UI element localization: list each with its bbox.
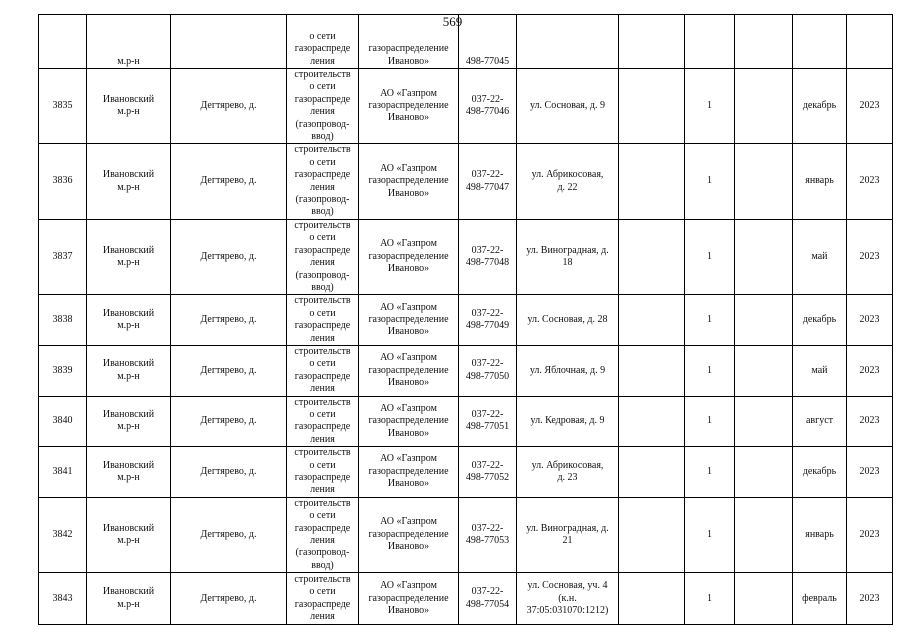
cell-purpose: строительств о сети газораспреде ления: [287, 345, 359, 396]
cell-qty: 1: [685, 219, 735, 294]
cell-locality: Дегтярево, д.: [171, 447, 287, 498]
cell-code: 498-77045: [459, 15, 517, 69]
cell-address: ул. Яблочная, д. 9: [517, 345, 619, 396]
cell-locality: Дегтярево, д.: [171, 573, 287, 625]
cell-year: 2023: [847, 144, 893, 219]
cell-month: январь: [793, 144, 847, 219]
cell-owner: АО «Газпром газораспределение Иваново»: [359, 497, 459, 572]
cell-empty-2: [735, 497, 793, 572]
cell-address: ул. Сосновая, д. 28: [517, 295, 619, 346]
cell-code: 037-22- 498-77051: [459, 396, 517, 447]
cell-purpose: строительств о сети газораспреде ления: [287, 295, 359, 346]
cell-empty-1: [619, 144, 685, 219]
cell-empty-2: [735, 144, 793, 219]
cell-owner: АО «Газпром газораспределение Иваново»: [359, 573, 459, 625]
cell-empty-1: [619, 295, 685, 346]
cell-qty: 1: [685, 396, 735, 447]
cell-purpose: строительств о сети газораспреде ления: [287, 573, 359, 625]
cell-purpose: строительств о сети газораспреде ления: [287, 447, 359, 498]
cell-locality: Дегтярево, д.: [171, 345, 287, 396]
cell-owner: АО «Газпром газораспределение Иваново»: [359, 396, 459, 447]
cell-id: 3835: [39, 69, 87, 144]
cell-year: 2023: [847, 219, 893, 294]
cell-empty-1: [619, 447, 685, 498]
cell-month: декабрь: [793, 69, 847, 144]
cell-code: 037-22- 498-77047: [459, 144, 517, 219]
table-row: [39, 497, 893, 572]
cell-purpose: строительств о сети газораспреде ления: [287, 396, 359, 447]
cell-owner: АО «Газпром газораспределение Иваново»: [359, 69, 459, 144]
table-row: [39, 396, 893, 447]
cell-purpose: строительств о сети газораспреде ления (газопровод- ввод): [287, 144, 359, 219]
cell-year: 2023: [847, 447, 893, 498]
cell-qty: 1: [685, 144, 735, 219]
cell-id: 3836: [39, 144, 87, 219]
cell-year: 2023: [847, 396, 893, 447]
cell-code: 037-22- 498-77050: [459, 345, 517, 396]
table-row: [39, 295, 893, 346]
cell-month: август: [793, 396, 847, 447]
cell-empty-2: [735, 447, 793, 498]
cell-year: 2023: [847, 69, 893, 144]
cell-address: ул. Виноградная, д. 18: [517, 219, 619, 294]
cell-id: 3841: [39, 447, 87, 498]
table-row: [39, 144, 893, 219]
cell-address: ул. Абрикосовая, д. 23: [517, 447, 619, 498]
cell-address: ул. Кедровая, д. 9: [517, 396, 619, 447]
cell-district: м.р-н: [87, 15, 171, 69]
cell-qty: 1: [685, 295, 735, 346]
cell-code: 037-22- 498-77053: [459, 497, 517, 572]
cell-month: декабрь: [793, 295, 847, 346]
cell-id: 3838: [39, 295, 87, 346]
cell-id: 3839: [39, 345, 87, 396]
cell-empty-1: [619, 573, 685, 625]
cell-empty-2: [735, 219, 793, 294]
gas-network-table: [38, 14, 893, 625]
cell-empty-1: [619, 396, 685, 447]
cell-id: 3843: [39, 573, 87, 625]
table-row: [39, 69, 893, 144]
cell-code: 037-22- 498-77048: [459, 219, 517, 294]
cell-code: 037-22- 498-77052: [459, 447, 517, 498]
cell-district: Ивановский м.р-н: [87, 447, 171, 498]
cell-id: 3837: [39, 219, 87, 294]
cell-empty-2: [735, 396, 793, 447]
cell-year: 2023: [847, 497, 893, 572]
cell-qty: 1: [685, 573, 735, 625]
cell-month: февраль: [793, 573, 847, 625]
cell-purpose: строительств о сети газораспреде ления (газопровод- ввод): [287, 69, 359, 144]
cell-id: 3840: [39, 396, 87, 447]
cell-address: ул. Сосновая, уч. 4 (к.н. 37:05:031070:1212): [517, 573, 619, 625]
cell-qty: 1: [685, 69, 735, 144]
cell-locality: Дегтярево, д.: [171, 69, 287, 144]
cell-empty-1: [619, 345, 685, 396]
cell-qty: 1: [685, 497, 735, 572]
cell-purpose: о сети газораспреде ления: [287, 15, 359, 69]
cell-code: 037-22- 498-77046: [459, 69, 517, 144]
page-number: 569: [442, 14, 463, 29]
cell-locality: Дегтярево, д.: [171, 396, 287, 447]
table-row: [39, 219, 893, 294]
cell-year: 2023: [847, 295, 893, 346]
table-row: [39, 573, 893, 625]
cell-empty-1: [619, 69, 685, 144]
cell-owner: АО «Газпром газораспределение Иваново»: [359, 447, 459, 498]
cell-empty-2: [735, 295, 793, 346]
cell-district: Ивановский м.р-н: [87, 69, 171, 144]
table-body: [39, 15, 893, 625]
cell-month: декабрь: [793, 447, 847, 498]
cell-district: Ивановский м.р-н: [87, 295, 171, 346]
cell-purpose: строительств о сети газораспреде ления (газопровод- ввод): [287, 219, 359, 294]
cell-locality: Дегтярево, д.: [171, 144, 287, 219]
cell-month: май: [793, 345, 847, 396]
cell-empty-2: [735, 69, 793, 144]
cell-year: 2023: [847, 345, 893, 396]
cell-district: Ивановский м.р-н: [87, 345, 171, 396]
cell-code: 037-22- 498-77054: [459, 573, 517, 625]
cell-month: январь: [793, 497, 847, 572]
cell-qty: 1: [685, 345, 735, 396]
cell-qty: 1: [685, 447, 735, 498]
cell-empty-2: [735, 573, 793, 625]
cell-purpose: строительств о сети газораспреде ления (газопровод- ввод): [287, 497, 359, 572]
cell-address: ул. Сосновая, д. 9: [517, 69, 619, 144]
table-row: [39, 447, 893, 498]
cell-owner: АО «Газпром газораспределение Иваново»: [359, 219, 459, 294]
cell-district: Ивановский м.р-н: [87, 144, 171, 219]
cell-code: 037-22- 498-77049: [459, 295, 517, 346]
cell-district: Ивановский м.р-н: [87, 396, 171, 447]
cell-owner: газораспределение Иваново»: [359, 15, 459, 69]
cell-district: Ивановский м.р-н: [87, 573, 171, 625]
cell-district: Ивановский м.р-н: [87, 219, 171, 294]
cell-district: Ивановский м.р-н: [87, 497, 171, 572]
cell-empty-1: [619, 219, 685, 294]
cell-address: ул. Абрикосовая, д. 22: [517, 144, 619, 219]
cell-owner: АО «Газпром газораспределение Иваново»: [359, 144, 459, 219]
cell-empty-2: [735, 345, 793, 396]
cell-empty-1: [619, 497, 685, 572]
cell-locality: Дегтярево, д.: [171, 497, 287, 572]
cell-locality: Дегтярево, д.: [171, 295, 287, 346]
cell-id: 3842: [39, 497, 87, 572]
cell-owner: АО «Газпром газораспределение Иваново»: [359, 295, 459, 346]
cell-address: ул. Виноградная, д. 21: [517, 497, 619, 572]
cell-locality: Дегтярево, д.: [171, 219, 287, 294]
table-row: [39, 345, 893, 396]
cell-owner: АО «Газпром газораспределение Иваново»: [359, 345, 459, 396]
cell-year: 2023: [847, 573, 893, 625]
cell-month: май: [793, 219, 847, 294]
